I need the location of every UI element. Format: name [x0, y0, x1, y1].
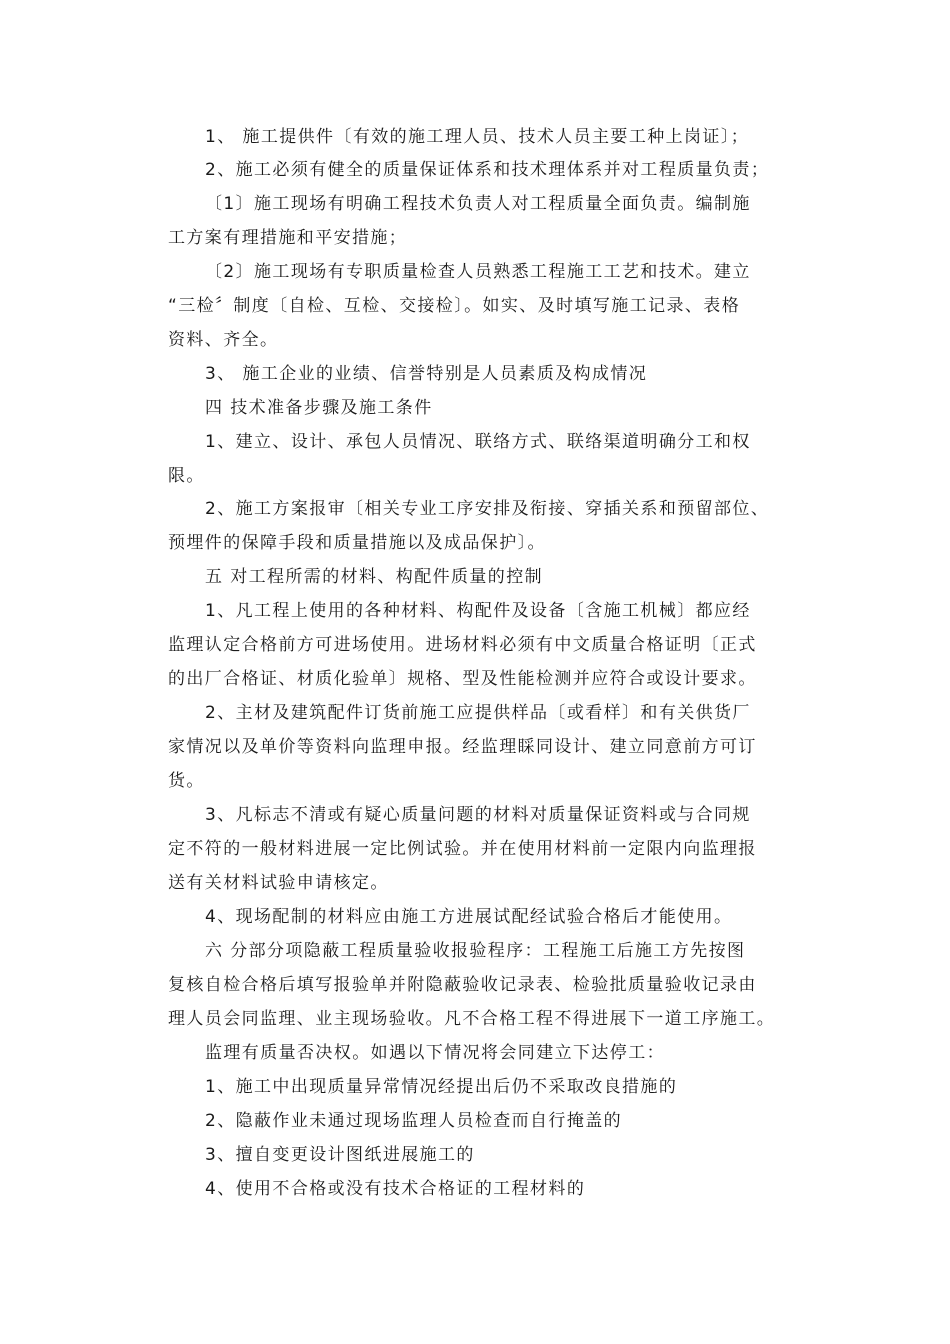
section-heading: 四 技术准备步骤及施工条件 [205, 398, 433, 418]
paragraph-line: 限。 [168, 466, 205, 486]
paragraph-line: 定不符的一般材料进展一定比例试验。并在使用材料前一定限内向监理报 [168, 839, 757, 859]
paragraph-line: 货。 [168, 771, 205, 791]
paragraph-line: 送有关材料试验申请核定。 [168, 873, 389, 893]
paragraph-line: 的出厂合格证、材质化验单〕规格、型及性能检测并应符合或设计要求。 [168, 669, 757, 689]
paragraph-line: “三检〞制度〔自检、互检、交接检〕。如实、及时填写施工记录、表格 [168, 296, 741, 316]
paragraph-line: 2、隐蔽作业未通过现场监理人员检查而自行掩盖的 [205, 1111, 623, 1131]
paragraph-line: 监理有质量否决权。如遇以下情况将会同建立下达停工： [205, 1043, 665, 1063]
paragraph-line: 家情况以及单价等资料向监理申报。经监理睬同设计、建立同意前方可订 [168, 737, 757, 757]
paragraph-line: 4、现场配制的材料应由施工方进展试配经试验合格后才能使用。 [205, 907, 733, 927]
paragraph-line: 3、擅自变更设计图纸进展施工的 [205, 1145, 475, 1165]
paragraph-line: 4、使用不合格或没有技术合格证的工程材料的 [205, 1179, 586, 1199]
paragraph-line: 工方案有理措施和平安措施； [168, 228, 408, 248]
paragraph-line: 1、 施工提供件〔有效的施工理人员、技术人员主要工种上岗证〕； [205, 127, 750, 147]
paragraph-line: 监理认定合格前方可进场使用。进场材料必须有中文质量合格证明〔正式 [168, 635, 757, 655]
paragraph-line: 3、凡标志不清或有疑心质量问题的材料对质量保证资料或与合同规 [205, 805, 751, 825]
paragraph-line: 1、建立、设计、承包人员情况、联络方式、联络渠道明确分工和权 [205, 432, 751, 452]
paragraph-line: 1、施工中出现质量异常情况经提出后仍不采取改良措施的 [205, 1077, 678, 1097]
paragraph-line: 理人员会同监理、业主现场验收。凡不合格工程不得进展下一道工序施工。 [168, 1009, 776, 1029]
paragraph-line: 预埋件的保障手段和质量措施以及成品保护〕。 [168, 533, 546, 553]
paragraph-line: 1、凡工程上使用的各种材料、构配件及设备〔含施工机械〕都应经 [205, 601, 751, 621]
paragraph-line: 复核自检合格后填写报验单并附隐蔽验收记录表、检验批质量验收记录由 [168, 975, 757, 995]
paragraph-line: 资料、齐全。 [168, 330, 279, 350]
paragraph-line: 〔2〕施工现场有专职质量检查人员熟悉工程施工工艺和技术。建立 [205, 262, 751, 282]
paragraph-line: 2、施工必须有健全的质量保证体系和技术理体系并对工程质量负责； [205, 160, 770, 180]
paragraph-line: 2、主材及建筑配件订货前施工应提供样品〔或看样〕和有关供货厂 [205, 703, 751, 723]
section-heading: 五 对工程所需的材料、构配件质量的控制 [205, 567, 544, 587]
paragraph-line: 3、 施工企业的业绩、信誉特别是人员素质及构成情况 [205, 364, 648, 384]
section-heading: 六 分部分项隐蔽工程质量验收报验程序：工程施工后施工方先按图 [205, 941, 746, 961]
paragraph-line: 2、施工方案报审〔相关专业工序安排及衔接、穿插关系和预留部位、 [205, 499, 770, 519]
paragraph-line: 〔1〕施工现场有明确工程技术负责人对工程质量全面负责。编制施 [205, 194, 751, 214]
